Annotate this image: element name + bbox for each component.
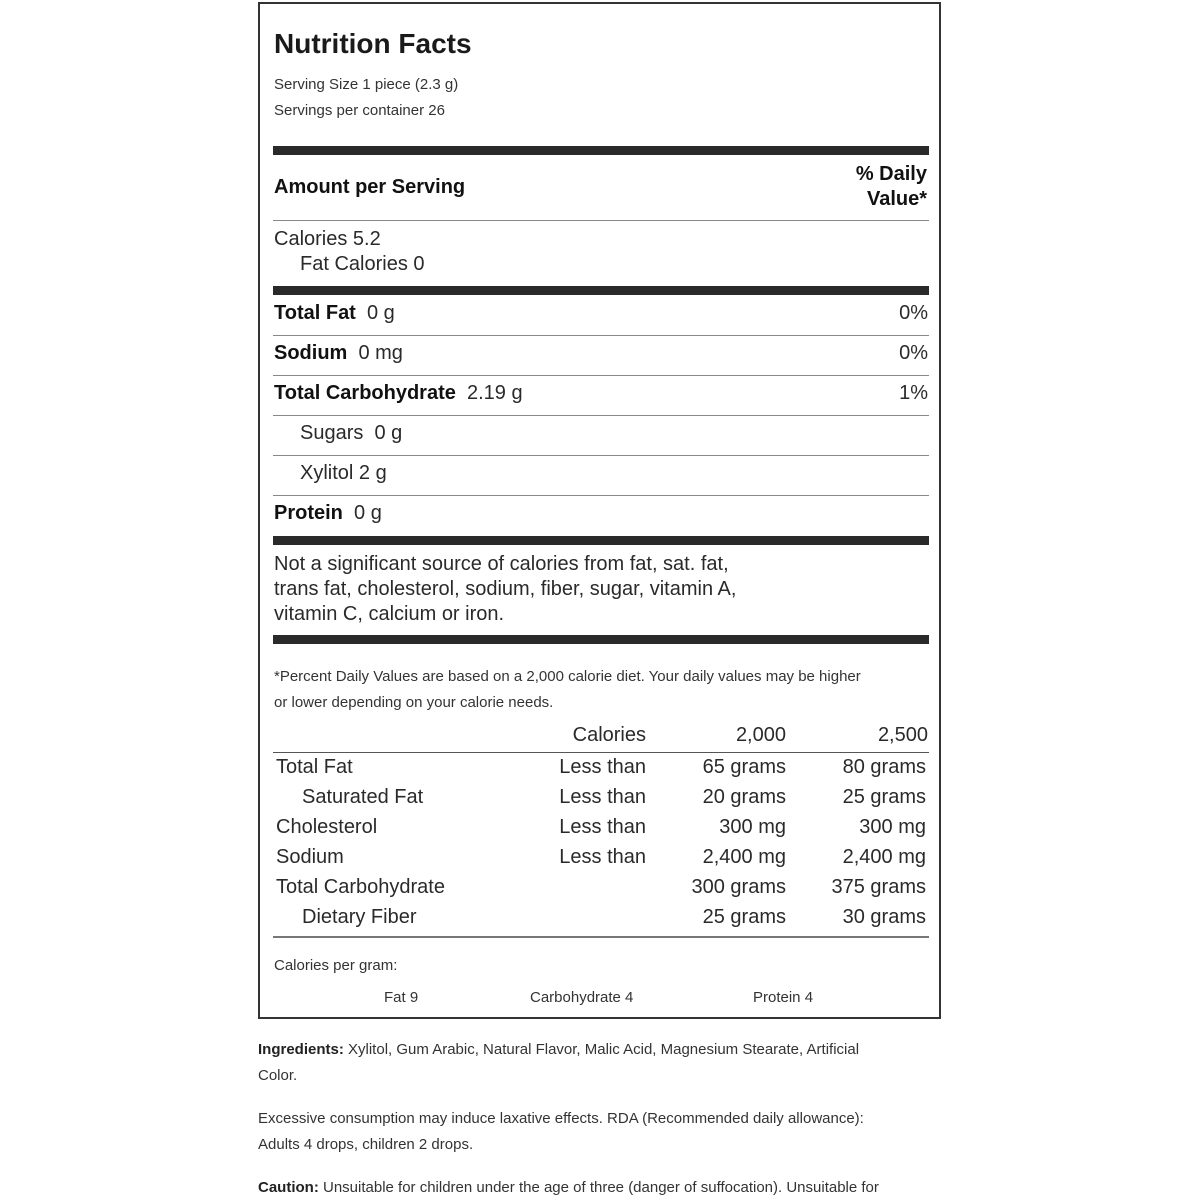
ingredients-paragraph — [258, 1037, 948, 1089]
daily-value-line1: % Daily — [855, 163, 927, 185]
nutrient-amount: 0 g — [366, 302, 395, 324]
row-value-2500: 30 grams — [842, 906, 926, 928]
thick-divider — [273, 635, 929, 644]
calories-per-gram-heading: Calories per gram: — [274, 957, 398, 974]
row-value-2500: 300 mg — [859, 816, 926, 838]
thick-divider — [273, 286, 929, 295]
laxative-notice — [258, 1106, 948, 1158]
nutrient-name: Total Carbohydrate — [274, 382, 456, 404]
divider — [273, 415, 929, 416]
ingredients-text-continued: Color. — [258, 1067, 298, 1084]
ingredients-line — [258, 1037, 948, 1063]
header-2000: 2,000 — [735, 724, 786, 746]
row-name: Saturated Fat — [302, 786, 424, 808]
footnote-line: *Percent Daily Values are based on a 2,000 calorie diet. Your daily values may be higher — [274, 668, 861, 685]
daily-value-line2: Value* — [866, 188, 927, 210]
nutrient-amount: 0 g — [374, 422, 403, 444]
label-title: Nutrition Facts — [274, 28, 472, 59]
nutrient-daily-value: 0% — [899, 302, 928, 324]
nutrient-row-total-carbohydrate — [274, 382, 928, 405]
ingredients-text: Xylitol, Gum Arabic, Natural Flavor, Malic Acid, Magnesium Stearate, Artificial — [343, 1041, 860, 1058]
nutrient-row-sugars — [274, 422, 954, 445]
nutrient-amount: 2 g — [358, 462, 387, 484]
header-2500: 2,500 — [877, 724, 928, 746]
nutrient-amount: 0 g — [354, 502, 382, 524]
daily-values-table-header — [274, 724, 928, 750]
divider — [273, 335, 929, 336]
row-value-2000: 300 mg — [719, 816, 786, 838]
row-limit: Less than — [559, 816, 646, 838]
statement-line: Not a significant source of calories from fat, sat. fat, — [274, 553, 729, 575]
row-value-2000: 2,400 mg — [702, 846, 786, 868]
row-limit: Less than — [559, 786, 646, 808]
nutrient-name: Xylitol — [300, 462, 354, 484]
footnote-line: or lower depending on your calorie needs. — [274, 694, 554, 711]
nutrition-facts-label — [258, 2, 941, 1019]
divider — [273, 495, 929, 496]
row-value-2500: 80 grams — [842, 756, 926, 778]
row-value-2000: 65 grams — [702, 756, 786, 778]
row-value-2500: 375 grams — [831, 876, 926, 898]
divider — [273, 375, 929, 376]
notice-line: Adults 4 drops, children 2 drops. — [258, 1136, 474, 1153]
row-name: Total Carbohydrate — [276, 876, 445, 898]
fat-calories: Fat Calories 0 — [300, 253, 425, 275]
row-name: Sodium — [276, 846, 344, 868]
divider — [273, 752, 929, 753]
row-name: Cholesterol — [276, 816, 378, 838]
daily-values-footnote — [274, 664, 861, 716]
nutrient-daily-value: 1% — [899, 382, 928, 404]
row-value-2000: 20 grams — [702, 786, 786, 808]
serving-size: Serving Size 1 piece (2.3 g) — [274, 76, 459, 93]
nutrient-amount: 0 mg — [358, 342, 403, 364]
daily-values-row — [274, 846, 928, 874]
notice-line: Excessive consumption may induce laxative effects. RDA (Recommended daily allowance): — [258, 1110, 864, 1127]
not-significant-statement — [274, 552, 928, 627]
statement-line: vitamin C, calcium or iron. — [274, 603, 505, 625]
calories: Calories 5.2 — [274, 228, 381, 250]
nutrient-name: Protein — [274, 502, 343, 524]
caution-paragraph — [258, 1175, 948, 1201]
nutrient-daily-value: 0% — [899, 342, 928, 364]
header-calories: Calories — [572, 724, 646, 746]
nutrient-name: Sodium — [274, 342, 348, 364]
row-value-2000: 25 grams — [702, 906, 786, 928]
nutrient-row-total-fat — [274, 302, 928, 325]
daily-values-row — [274, 876, 928, 904]
nutrient-name: Total Fat — [274, 302, 356, 324]
row-limit: Less than — [559, 846, 646, 868]
nutrient-row-xylitol — [274, 462, 954, 485]
per-gram-carbohydrate: Carbohydrate 4 — [530, 989, 634, 1006]
nutrient-name: Sugars — [300, 422, 364, 444]
daily-values-row — [274, 816, 928, 844]
caution-label: Caution: — [258, 1179, 319, 1196]
daily-values-row — [274, 906, 928, 934]
row-limit: Less than — [559, 756, 646, 778]
daily-values-row — [274, 786, 928, 814]
per-gram-protein: Protein 4 — [753, 989, 814, 1006]
row-value-2500: 2,400 mg — [842, 846, 926, 868]
daily-values-row — [274, 756, 928, 784]
nutrient-row-sodium — [274, 342, 928, 365]
nutrient-row-protein — [274, 502, 928, 525]
statement-line: trans fat, cholesterol, sodium, fiber, sugar, vitamin A, — [274, 578, 737, 600]
row-name: Total Fat — [276, 756, 353, 778]
divider — [273, 220, 929, 221]
divider — [273, 455, 929, 456]
servings-per-container: Servings per container 26 — [274, 102, 445, 119]
daily-value-heading — [856, 162, 927, 212]
thick-divider — [273, 146, 929, 155]
thick-divider — [273, 536, 929, 545]
ingredients-label: Ingredients: — [258, 1041, 344, 1058]
per-gram-fat: Fat 9 — [384, 989, 419, 1006]
row-value-2000: 300 grams — [691, 876, 786, 898]
caution-text: Unsuitable for children under the age of three (danger of suffocation). Unsuitable for — [318, 1179, 879, 1196]
row-value-2500: 25 grams — [842, 786, 926, 808]
divider — [273, 936, 929, 938]
row-name: Dietary Fiber — [302, 906, 417, 928]
amount-per-serving-heading: Amount per Serving — [274, 176, 466, 198]
nutrient-amount: 2.19 g — [467, 382, 523, 404]
